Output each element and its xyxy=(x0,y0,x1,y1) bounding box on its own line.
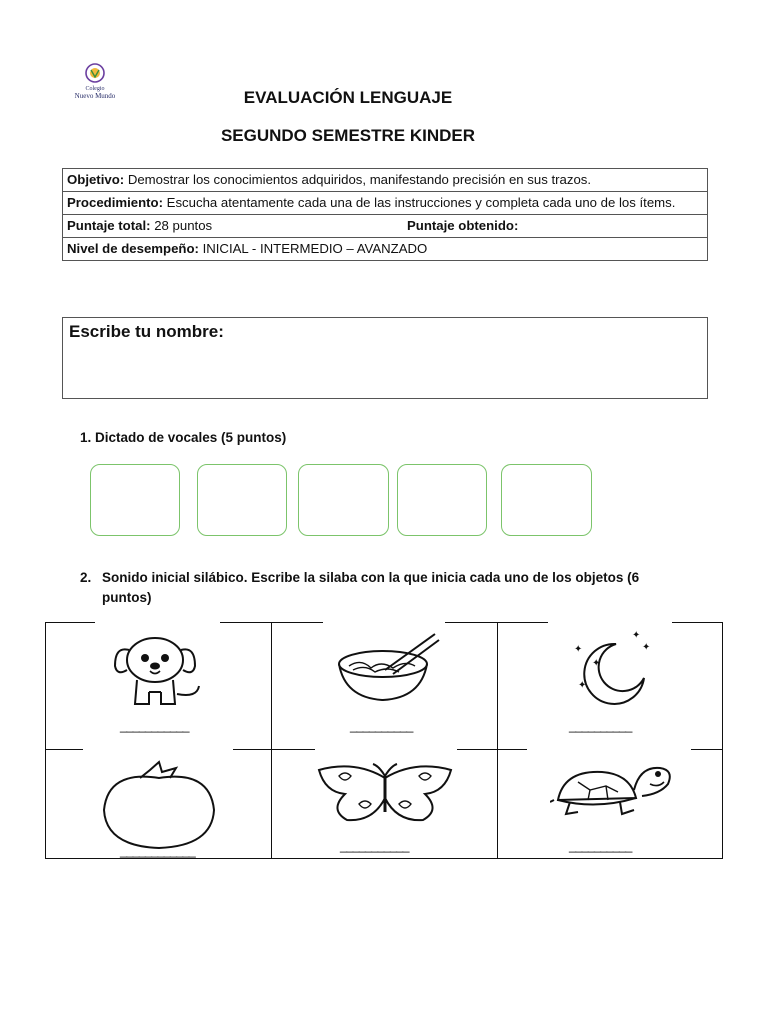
grid-line xyxy=(271,622,272,859)
procedimiento-label: Procedimiento: xyxy=(67,195,163,210)
grid-line xyxy=(45,858,723,859)
page-title: EVALUACIÓN LENGUAJE xyxy=(243,88,453,107)
objetivo-row xyxy=(63,169,708,192)
grid-line xyxy=(45,749,83,750)
picture-grid xyxy=(45,622,723,859)
dog-icon xyxy=(105,632,210,712)
turtle-icon xyxy=(550,760,675,820)
procedimiento-text: Escucha atentamente cada una de las instrucciones y completa cada uno de los ítems. xyxy=(163,195,676,210)
info-table xyxy=(62,168,708,261)
vowel-box-1[interactable] xyxy=(90,464,180,536)
vowel-box-2[interactable] xyxy=(197,464,287,536)
svg-text:✦: ✦ xyxy=(632,630,641,641)
butterfly-icon xyxy=(315,762,455,826)
answer-blank-butterfly[interactable]: ___________ xyxy=(340,838,409,853)
section2-title-line1: Sonido inicial silábico. Escribe la silaba con la que inicia cada uno de los objetos (6 xyxy=(102,570,640,585)
vowel-box-4[interactable] xyxy=(397,464,487,536)
moon-stars-icon xyxy=(570,630,650,710)
vowel-box-5[interactable] xyxy=(501,464,592,536)
grid-line xyxy=(445,622,548,623)
name-label: Escribe tu nombre: xyxy=(69,322,224,341)
section2-title xyxy=(80,568,680,608)
answer-blank-dog[interactable]: ___________ xyxy=(120,718,189,733)
logo-line1: Colegio xyxy=(85,86,105,92)
objetivo-label: Objetivo: xyxy=(67,172,125,187)
section2-number: 2. xyxy=(80,570,92,585)
answer-blank-bowl[interactable]: __________ xyxy=(350,718,413,733)
puntaje-total-value: 28 puntos xyxy=(150,218,213,233)
grid-line xyxy=(220,622,323,623)
name-box[interactable] xyxy=(62,317,708,399)
vowel-box-3[interactable] xyxy=(298,464,389,536)
page-subtitle: SEGUNDO SEMESTRE KINDER xyxy=(220,126,476,145)
grid-line xyxy=(497,622,498,859)
puntaje-total-label: Puntaje total: xyxy=(67,218,151,233)
puntaje-row xyxy=(63,215,708,238)
svg-text:✦: ✦ xyxy=(592,658,601,669)
grid-line xyxy=(722,622,723,859)
section1-title: 1. Dictado de vocales (5 puntos) xyxy=(80,430,287,445)
grid-line xyxy=(233,749,315,750)
objetivo-text: Demostrar los conocimientos adquiridos, manifestando precisión en sus trazos. xyxy=(124,172,592,187)
answer-blank-turtle[interactable]: __________ xyxy=(569,838,632,853)
tomato-icon xyxy=(100,760,218,852)
logo-emblem-icon xyxy=(84,62,106,84)
logo-line2: Nuevo Mundo xyxy=(74,92,116,100)
grid-line xyxy=(45,622,46,859)
grid-line xyxy=(672,622,723,623)
nivel-text: INICIAL - INTERMEDIO – AVANZADO xyxy=(198,241,428,256)
puntaje-obtenido-label: Puntaje obtenido: xyxy=(407,218,519,233)
section2-title-line2: puntos) xyxy=(102,590,152,605)
grid-line xyxy=(691,749,723,750)
svg-text:✦: ✦ xyxy=(574,644,583,655)
nivel-row xyxy=(63,238,708,261)
grid-line xyxy=(457,749,527,750)
nivel-label: Nivel de desempeño: xyxy=(67,241,199,256)
answer-blank-moon[interactable]: __________ xyxy=(569,718,632,733)
noodle-bowl-icon xyxy=(335,630,440,710)
grid-line xyxy=(45,622,95,623)
answer-blank-tomato[interactable]: ____________ xyxy=(120,843,195,858)
procedimiento-row xyxy=(63,192,708,215)
svg-text:✦: ✦ xyxy=(642,642,650,653)
svg-text:✦: ✦ xyxy=(578,680,587,691)
